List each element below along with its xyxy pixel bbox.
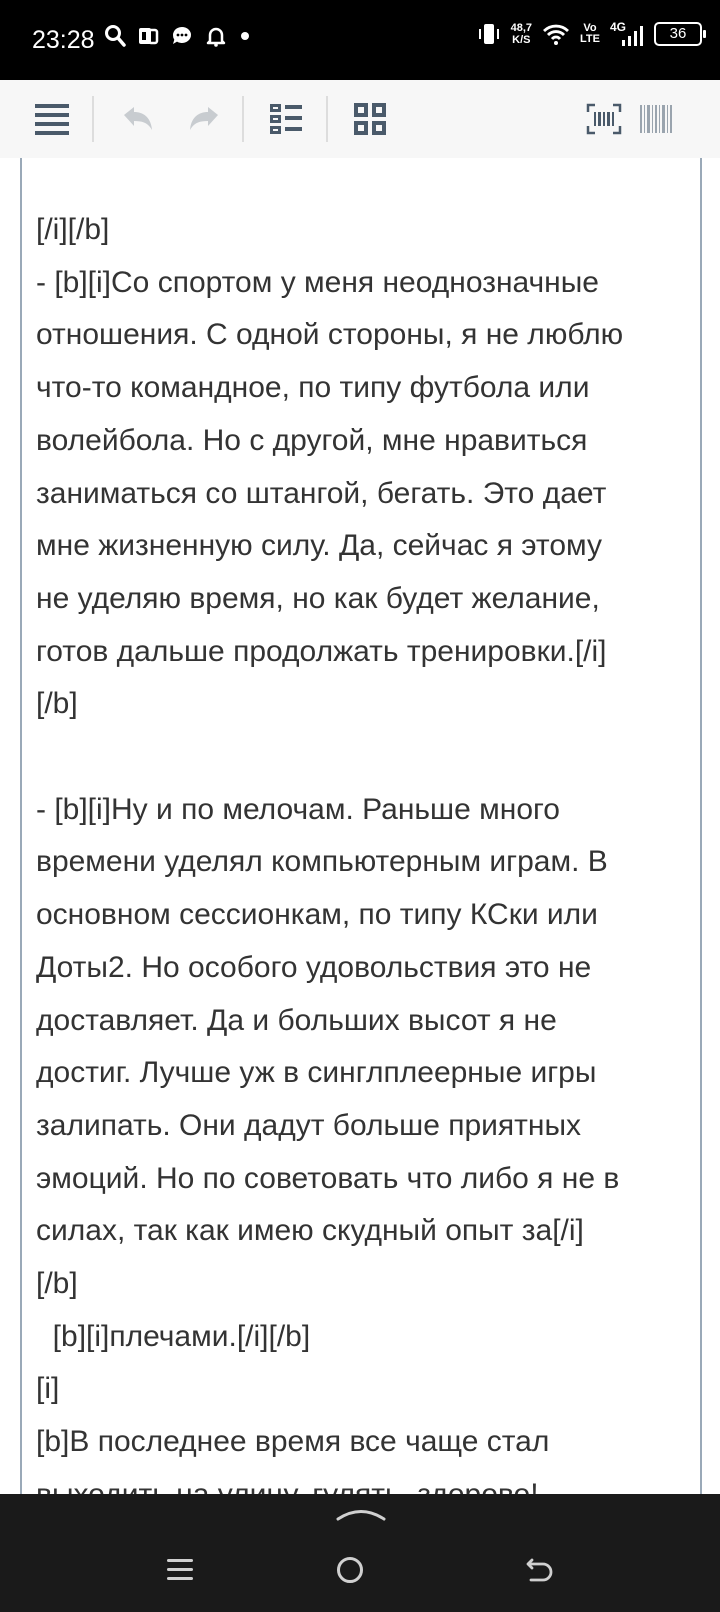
network-speed-unit: K/S — [512, 34, 531, 46]
undo-button[interactable] — [112, 94, 164, 144]
nav-handle-icon — [336, 1504, 386, 1522]
editor-line[interactable]: отношения. С одной стороны, я не люблю — [36, 318, 624, 352]
barcode-button[interactable] — [630, 94, 682, 144]
list-view-icon — [270, 103, 302, 135]
status-notification-icons — [104, 24, 252, 48]
toolbar-divider — [242, 96, 244, 142]
editor-line[interactable]: [b][i]плечами.[/i][/b] — [36, 1319, 311, 1353]
editor-line[interactable]: времени уделял компьютерным играм. В — [36, 845, 608, 879]
editor-line[interactable]: что-то командное, по типу футбола или — [36, 371, 590, 405]
recent-apps-icon — [167, 1557, 193, 1583]
network-type: 4G — [610, 20, 627, 34]
grid-view-button[interactable] — [344, 94, 396, 144]
more-notifications-dot-icon — [238, 24, 252, 48]
toolbar-divider — [326, 96, 328, 142]
editor-line[interactable]: [i] — [36, 1372, 60, 1406]
redo-button[interactable] — [178, 94, 230, 144]
nav-handle[interactable] — [336, 1504, 386, 1527]
wifi-icon — [542, 22, 570, 46]
bell-icon — [204, 24, 228, 48]
undo-icon — [122, 105, 154, 133]
home-icon — [336, 1556, 364, 1584]
vibrate-icon — [477, 21, 501, 47]
toolbar-divider — [92, 96, 94, 142]
search-icon — [104, 24, 126, 48]
menu-icon — [35, 102, 69, 136]
editor-line[interactable]: доставляет. Да и больших высот я не — [36, 1003, 557, 1037]
status-time: 23:28 — [32, 26, 95, 54]
status-system-icons — [477, 20, 702, 48]
editor-line[interactable]: не уделяю время, но как будет желание, — [36, 581, 600, 615]
editor-line[interactable]: достиг. Лучше уж в синглплеерные игры — [36, 1056, 597, 1090]
back-icon — [526, 1556, 554, 1584]
text-editor-area[interactable] — [20, 158, 702, 1494]
chat-icon — [170, 24, 194, 48]
app-notification-icon — [136, 24, 160, 48]
volte-bottom: LTE — [580, 33, 600, 45]
barcode-scan-icon — [587, 104, 621, 134]
editor-line[interactable]: волейбола. Но с другой, мне нравиться — [36, 423, 588, 457]
volte-top: Vo — [583, 22, 597, 34]
editor-toolbar — [0, 80, 720, 158]
editor-line[interactable]: силах, так как имею скудный опыт за[/i] — [36, 1214, 584, 1248]
home-button[interactable] — [320, 1546, 380, 1594]
menu-button[interactable] — [26, 94, 78, 144]
editor-line[interactable]: готов дальше продолжать тренировки.[/i] — [36, 634, 607, 668]
recent-apps-button[interactable] — [150, 1546, 210, 1594]
editor-line[interactable]: Доты2. Но особого удовольствия это не — [36, 950, 592, 984]
signal-bars-icon — [622, 26, 644, 46]
grid-view-icon — [354, 103, 386, 135]
volte-indicator — [580, 23, 600, 45]
redo-icon — [188, 105, 220, 133]
editor-line[interactable]: основном сессионкам, по типу КСки или — [36, 898, 598, 932]
editor-line[interactable]: [/b] — [36, 687, 78, 721]
network-speed-value: 48,7 — [510, 22, 533, 34]
back-button[interactable] — [510, 1546, 570, 1594]
editor-line[interactable] — [36, 731, 676, 784]
editor-line[interactable]: залипать. Они дадут больше приятных — [36, 1108, 582, 1142]
barcode-scan-button[interactable] — [578, 94, 630, 144]
list-view-button[interactable] — [260, 94, 312, 144]
status-bar — [0, 0, 720, 80]
editor-line[interactable]: - [b][i]Со спортом у меня неоднозначные — [36, 265, 599, 299]
editor-line[interactable]: [/i][/b] — [36, 213, 110, 246]
network-speed — [511, 22, 532, 46]
battery-indicator: 36 — [654, 22, 702, 46]
editor-line[interactable]: [b]В последнее время все чаще стал — [36, 1425, 550, 1459]
editor-line[interactable]: - [b][i]Ну и по мелочам. Раньше много — [36, 792, 560, 826]
system-navigation-bar — [0, 1494, 720, 1612]
cellular-signal — [610, 20, 644, 48]
editor-line[interactable]: мне жизненную силу. Да, сейчас я этому — [36, 529, 602, 563]
editor-line[interactable]: эмоций. Но по советовать что либо я не в — [36, 1161, 620, 1195]
barcode-icon — [639, 104, 673, 134]
editor-line[interactable]: [/b] — [36, 1267, 78, 1301]
editor-content[interactable] — [36, 204, 676, 1522]
editor-line[interactable]: заниматься со штангой, бегать. Это дает — [36, 476, 607, 510]
